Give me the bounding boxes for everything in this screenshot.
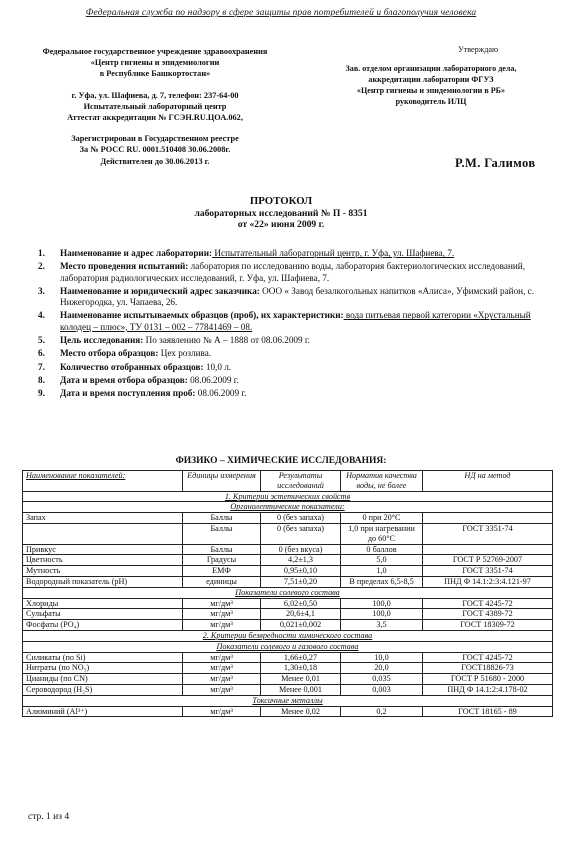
item-value: ООО « Завод безалкогольных напитков «Алиса», Уфимский район, с. Нижегородка, ул. Чапаева, 26. [60,285,535,308]
cell-norm: 3,5 [341,620,423,631]
cell-method: ГОСТ18826-73 [423,663,553,674]
cell-result: Менее 0,01 [261,674,341,685]
cell-units: мг/дм³ [183,620,261,631]
cell-method: ГОСТ 4245-72 [423,598,553,609]
item-value: лаборатория по исследованию воды, лаборатория бактериологических исследований, лаборатория радиологических исследований, г. Уфа, ул. Шафиева, 7. [60,261,525,283]
approval-line: Зав. отделом организации лабораторного дела, [345,64,517,73]
table-row [23,674,553,685]
table-row [23,544,553,555]
cell-name: Сульфаты [23,609,183,620]
cell-norm: 0,2 [341,706,423,717]
item-label: Наименование и адрес лаборатории: [60,248,213,258]
table-row [23,706,553,717]
item-value: 08.06.2009 г. [195,388,247,399]
agency-banner: Федеральная служба по надзору в сфере защиты прав потребителей и благополучия человека [85,8,477,18]
cell-name: Мутность [23,566,183,577]
cell-name: Фосфаты (РО₄) [23,620,183,631]
cell-name: Водородный показатель (рН) [23,576,183,587]
table-row [23,576,553,587]
protocol-item [38,388,538,399]
cell-method: ПНД Ф 14.1:2:4.178-02 [423,684,553,695]
cell-norm: 1,0 [341,566,423,577]
cell-units: мг/дм³ [183,684,261,695]
cell-units: мг/дм³ [183,706,261,717]
approval-line: руководитель ИЛЦ [395,97,467,106]
cell-norm: В пределах 6,5-8,5 [341,576,423,587]
cell-method: ГОСТ 3351-74 [423,566,553,577]
protocol-item [38,248,538,259]
cell-method: ГОСТ Р 52769-2007 [423,555,553,566]
cell-units: мг/дм³ [183,674,261,685]
approval-line: «Центр гигиены и эпидемиологии в РБ» [356,86,506,95]
header-units: Единицы измерения [183,471,261,492]
protocol-item [38,375,538,386]
section-label: 2. Критерии безвредности химического состава [23,630,553,641]
cell-method [423,513,553,524]
cell-result: 7,51±0,20 [261,576,341,587]
cell-result: Менее 0,001 [261,684,341,695]
cell-norm: 10,0 [341,652,423,663]
cell-result: 0,021±0,002 [261,620,341,631]
protocol-title: ПРОТОКОЛ [249,195,313,207]
cell-method: ГОСТ 18309-72 [423,620,553,631]
item-value: Испытательный лабораторный центр, г. Уфа, ул. Шафиева, 7. [212,248,455,258]
protocol-item [38,286,538,309]
protocol-item [38,310,538,333]
cell-name [23,523,183,544]
cell-norm: 0,035 [341,674,423,685]
protocol-items [38,248,538,402]
cell-name: Нитраты (по NO₃) [23,663,183,674]
cell-name: Хлориды [23,598,183,609]
table-row [23,566,553,577]
table-row [23,663,553,674]
cell-units: Баллы [183,513,261,524]
cell-result: 0 (без запаха) [261,523,341,544]
item-value: 10,0 л. [203,361,232,372]
item-label: Количество отобранных образцов: [60,361,204,372]
item-label: Место проведения испытаний: [60,261,189,272]
item-number: 6. [38,348,45,359]
cell-norm: 20,0 [341,663,423,674]
cell-units: мг/дм³ [183,652,261,663]
item-number: 4. [38,310,45,321]
org-line: в Республике Башкортостан» [99,69,211,79]
table-row [23,555,553,566]
table-section-row [23,641,553,652]
item-number: 5. [38,335,45,346]
cell-norm: 0 при 20°С [341,513,423,524]
protocol-subtitle: лабораторных исследований № П - 8351 [194,207,368,219]
cell-method: ГОСТ 18165 - 89 [423,706,553,717]
item-number: 8. [38,374,45,385]
org-line: Федеральное государственное учреждение здравоохранения [42,47,268,56]
item-value: Цех розлива. [158,348,212,359]
item-number: 1. [38,248,45,258]
item-label: Наименование и юридический адрес заказчика: [60,285,260,296]
cell-result: 0 (без запаха) [261,513,341,524]
cell-result: 1,30±0,18 [261,663,341,674]
cell-method: ГОСТ Р 51680 - 2000 [423,674,553,685]
table-section-row [23,587,553,598]
organization-block [10,46,300,167]
table-section-row [23,502,553,513]
header-norm: Норматив качества воды, не более [341,471,423,492]
cell-units: мг/дм³ [183,598,261,609]
cell-norm: 100,0 [341,598,423,609]
cell-result: 20,6±4,1 [261,609,341,620]
table-section-row [23,695,553,706]
cell-name: Запах [23,513,183,524]
item-number: 7. [38,361,45,372]
cell-name: Силикаты (по Si) [23,652,183,663]
cell-units: мг/дм³ [183,609,261,620]
approval-label: Утверждаю [457,45,498,54]
header-results: Результаты исследований [261,471,341,492]
protocol-item [38,348,538,359]
protocol-date: от «22» июня 2009 г. [237,219,325,230]
cell-norm: 100,0 [341,609,423,620]
cell-method [423,544,553,555]
item-number: 9. [38,388,45,399]
cell-norm: 1,0 при нагревании до 60°С [341,523,423,544]
cell-norm: 5,0 [341,555,423,566]
cell-result: 0,95±0,10 [261,566,341,577]
org-line: Зарегистрирован в Государственном реестре [71,134,239,144]
table-row [23,523,553,544]
section-label: Показатели солевого состава [23,587,553,598]
item-label: Цель исследования: [60,335,144,346]
protocol-item [38,362,538,373]
cell-units: единицы [183,576,261,587]
header-method: НД на метод [423,471,553,492]
cell-name: Цветность [23,555,183,566]
cell-method: ГОСТ 4389-72 [423,609,553,620]
cell-result: Менее 0,02 [261,706,341,717]
cell-units: Баллы [183,544,261,555]
item-label: Дата и время отбора образцов: [60,374,188,385]
cell-method: ГОСТ 4245-72 [423,652,553,663]
cell-result: 1,66±0,27 [261,652,341,663]
cell-result: 6,02±0,50 [261,598,341,609]
cell-result: 4,2±1,3 [261,555,341,566]
protocol-item [38,261,538,284]
cell-units: ЕМФ [183,566,261,577]
table-row [23,652,553,663]
item-label: Место отбора образцов: [60,348,159,359]
cell-name: Сероводород (H₂S) [23,684,183,695]
table-header-row [23,471,553,492]
protocol-item [38,335,538,346]
protocol-header [0,196,562,231]
item-label: Дата и время поступления проб: [60,388,196,399]
table-row [23,620,553,631]
item-value: 08.06.2009 г. [187,374,239,385]
cell-norm: 0,003 [341,684,423,695]
section-title: ФИЗИКО – ХИМИЧЕСКИЕ ИССЛЕДОВАНИЯ: [175,456,387,466]
org-line: Испытательный лабораторный центр [83,101,227,111]
approval-line: аккредитации лаборатории ФГУЗ [368,75,494,84]
table-row [23,598,553,609]
section-label: Органолептические показатели: [23,502,553,513]
table-section-row [23,630,553,641]
item-number: 2. [38,261,45,272]
item-number: 3. [38,285,45,296]
cell-units: мг/дм³ [183,663,261,674]
cell-method: ГОСТ 3351-74 [423,523,553,544]
table-row [23,609,553,620]
item-value: вода питьевая первой категории «Хрустальный колодец – плюс», ТУ 0131 – 002 – 77841469 – 08. [60,310,531,332]
org-line: «Центр гигиены и эпидемиологии [90,58,220,68]
cell-name: Привкус [23,544,183,555]
org-line: г. Уфа, ул. Шафиева, д. 7, телефон: 237-64-00 [71,90,239,100]
page-number: стр. 1 из 4 [28,812,70,822]
table-row [23,513,553,524]
cell-units: Градусы [183,555,261,566]
org-line: Действителен до 30.06.2013 г. [100,156,210,166]
section-label: Показатели солевого и газового состава [23,641,553,652]
item-label: Наименование испытываемых образцов (проб), их характеристики: [60,310,344,321]
results-table [22,470,553,717]
table-row [23,684,553,695]
cell-name: Цианиды (по CN) [23,674,183,685]
section-label: 1. Критерии эстетических свойств [23,491,553,502]
section-label: Токсичные металлы [23,695,553,706]
item-value: По заявлению № А – 1888 от 08.06.2009 г. [143,335,310,346]
approval-block [306,44,556,107]
signature-name: Р.М. Галимов [455,156,536,170]
cell-norm: 0 баллов [341,544,423,555]
cell-result: 0 (без вкуса) [261,544,341,555]
org-line: Аттестат аккредитации № ГСЭН.RU.ЦОА.062, [67,113,243,123]
cell-method: ПНД Ф 14.1:2:3:4.121-97 [423,576,553,587]
cell-name: Алюминий (Al³⁺) [23,706,183,717]
org-line: За № РОСС RU. 0001.510408 30.06.2008г. [79,145,231,155]
table-section-row [23,491,553,502]
header-name: Наименование показателей: [23,471,183,492]
cell-units: Баллы [183,523,261,544]
